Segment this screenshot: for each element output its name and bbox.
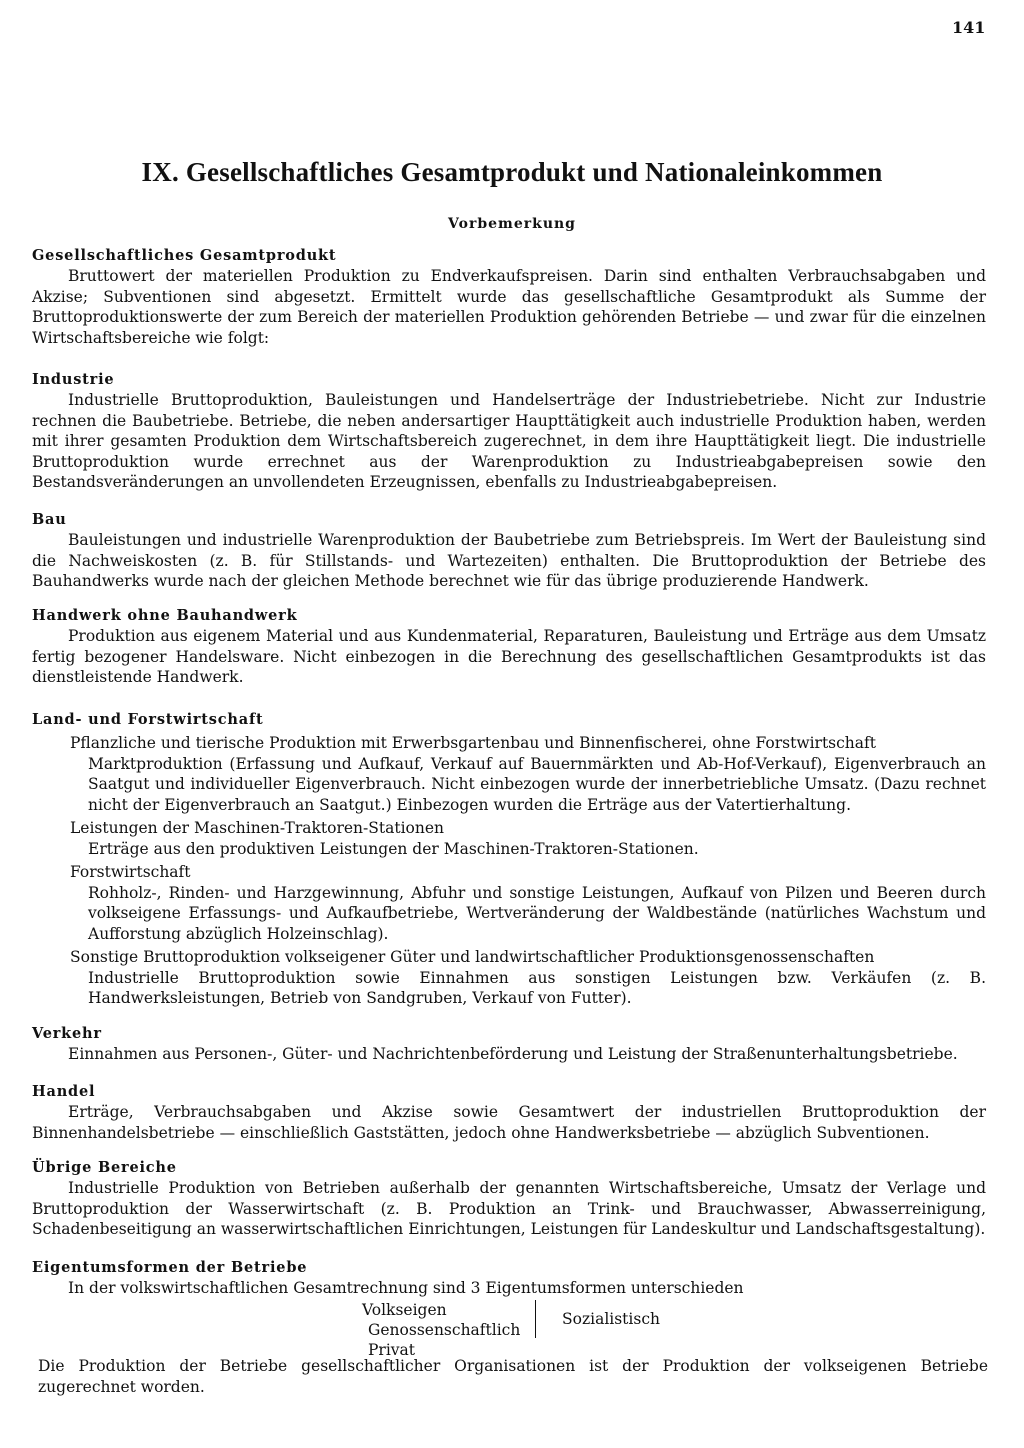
ownership-form: Genossenschaftlich [368, 1321, 521, 1339]
chapter-title: IX. Gesellschaftliches Gesamtprodukt und Nationaleinkommen [141, 157, 883, 187]
section-gesamtprodukt [32, 246, 986, 348]
section-heading: Übrige Bereiche [32, 1159, 177, 1176]
brace-divider [535, 1300, 546, 1338]
section-heading: Verkehr [32, 1025, 102, 1042]
section-handwerk [32, 606, 986, 688]
subsection-text: Rohholz-, Rinden- und Harzgewinnung, Abfuhr und sonstige Leistungen, Aufkauf von Pilzen und Beeren durch volkseigene Erfassungs- und Aufkaufbetriebe, Wertveränderung der Waldbestände (natürliches Wachstum und Aufforstung abzüglich Holzeinschlag). [88, 883, 986, 943]
subsection-list [70, 733, 986, 1009]
ownership-form: Volkseigen [362, 1301, 447, 1319]
subsection-text: Marktproduktion (Erfassung und Aufkauf, Verkauf auf Bauernmärkten und Ab-Hof-Verkauf), Eigenverbrauch an Saatgut und individueller Eigenverbrauch. Nicht einbezogen wurde der innerbetriebliche Umsatz. (Dazu rechnet nicht der Eigenverbrauch an Saatgut.) Einbezogen wurden die Erträge aus der Vatertierhaltung. [88, 754, 986, 814]
section-heading: Industrie [32, 371, 115, 388]
section-text: Bruttowert der materiellen Produktion zu Endverkaufspreisen. Darin sind enthalten Verbrauchsabgaben und Akzise; Subventionen sind abgesetzt. Ermittelt wurde das gesellschaftliche Gesamtprodukt als Summe der Bruttoproduktionswerte der zum Bereich der materiellen Produktion gehörenden Betriebe — und zwar für die einzelnen Wirtschaftsbereiche wie folgt: [32, 267, 986, 347]
ownership-form: Privat [368, 1341, 416, 1359]
section-industrie [32, 370, 986, 493]
closing-text: Die Produktion der Betriebe gesellschaftlicher Organisationen ist der Produktion der volkseigenen Betriebe zugerechnet worden. [38, 1357, 988, 1396]
section-text: Erträge, Verbrauchsabgaben und Akzise sowie Gesamtwert der industriellen Bruttoproduktion der Binnenhandelsbetriebe — einschließlich Gaststätten, jedoch ohne Handwerksbetriebe — abzüglich Subventionen. [32, 1103, 986, 1142]
section-heading: Bau [32, 511, 67, 528]
section-handel [32, 1082, 986, 1143]
section-text: Einnahmen aus Personen-, Güter- und Nachrichtenbeförderung und Leistung der Straßenunterhaltungsbetriebe. [68, 1045, 958, 1063]
section-heading: Land- und Forstwirtschaft [32, 711, 264, 728]
section-verkehr [32, 1024, 986, 1065]
section-uebrige-bereiche [32, 1158, 986, 1240]
subsection-heading: Forstwirtschaft [70, 863, 191, 881]
subsection-heading: Sonstige Bruttoproduktion volkseigener Güter und landwirtschaftlicher Produktionsgenossenschaften [70, 948, 875, 966]
subsection-text: Industrielle Bruttoproduktion sowie Einnahmen aus sonstigen Leistungen bzw. Verkäufen (z. B. Handwerksleistungen, Betrieb von Sandgruben, Verkauf von Futter). [88, 968, 986, 1007]
section-bau [32, 510, 986, 592]
section-text: Bauleistungen und industrielle Warenproduktion der Baubetriebe zum Betriebspreis. Im Wert der Bauleistung sind die Nachweiskosten (z. B. für Stillstands- und Wartezeiten) enthalten. Die Bruttoproduktion der Betriebe des Bauhandwerks wurde nach der gleichen Methode berechnet wie für das übrige produzierende Handwerk. [32, 531, 986, 590]
subsection-heading: Pflanzliche und tierische Produktion mit Erwerbsgartenbau und Binnenfischerei, ohne Forstwirtschaft [70, 734, 876, 752]
ownership-group-label: Sozialistisch [562, 1310, 660, 1328]
section-subtitle: Vorbemerkung [448, 216, 576, 232]
section-heading: Handel [32, 1083, 96, 1100]
section-text: Industrielle Produktion von Betrieben außerhalb der genannten Wirtschaftsbereiche, Umsatz der Verlage und Bruttoproduktion der Wasserwirtschaft (z. B. Produktion an Trink- und Brauchwasser, Abwasserreinigung, Schadenbeseitigung an wasserwirtschaftlichen Einrichtungen, Leistungen für Landeskultur und Landschaftsgestaltung). [32, 1179, 986, 1238]
section-heading: Handwerk ohne Bauhandwerk [32, 607, 298, 624]
section-heading: Gesellschaftliches Gesamtprodukt [32, 247, 337, 264]
page-number: 141 [952, 18, 986, 37]
section-land-forstwirtschaft [32, 710, 986, 1009]
subsection-text: Erträge aus den produktiven Leistungen der Maschinen-Traktoren-Stationen. [88, 839, 699, 858]
section-eigentumsformen [32, 1258, 986, 1299]
ownership-forms-list [362, 1300, 520, 1360]
section-text: Produktion aus eigenem Material und aus Kundenmaterial, Reparaturen, Bauleistung und Erträge aus dem Umsatz fertig bezogener Handelsware. Nicht einbezogen in die Berechnung des gesellschaftlichen Gesamtprodukts ist das dienstleistende Handwerk. [32, 627, 986, 686]
subsection-heading: Leistungen der Maschinen-Traktoren-Stationen [70, 819, 445, 837]
section-intro: In der volkswirtschaftlichen Gesamtrechnung sind 3 Eigentumsformen unterschieden [68, 1279, 744, 1297]
section-heading: Eigentumsformen der Betriebe [32, 1259, 308, 1276]
section-text: Industrielle Bruttoproduktion, Bauleistungen und Handelserträge der Industriebetriebe. Nicht zur Industrie rechnen die Baubetriebe. Betriebe, die neben andersartiger Haupttätigkeit auch industrielle Produktion haben, werden mit ihrer gesamten Produktion dem Wirtschaftsbereich zugerechnet, in dem ihre Haupttätigkeit liegt. Die industrielle Bruttoproduktion wurde errechnet aus der Warenproduktion zu Industrieabgabepreisen sowie den Bestandsveränderungen an unvollendeten Erzeugnissen, ebenfalls zu Industrieabgabepreisen. [32, 391, 986, 491]
